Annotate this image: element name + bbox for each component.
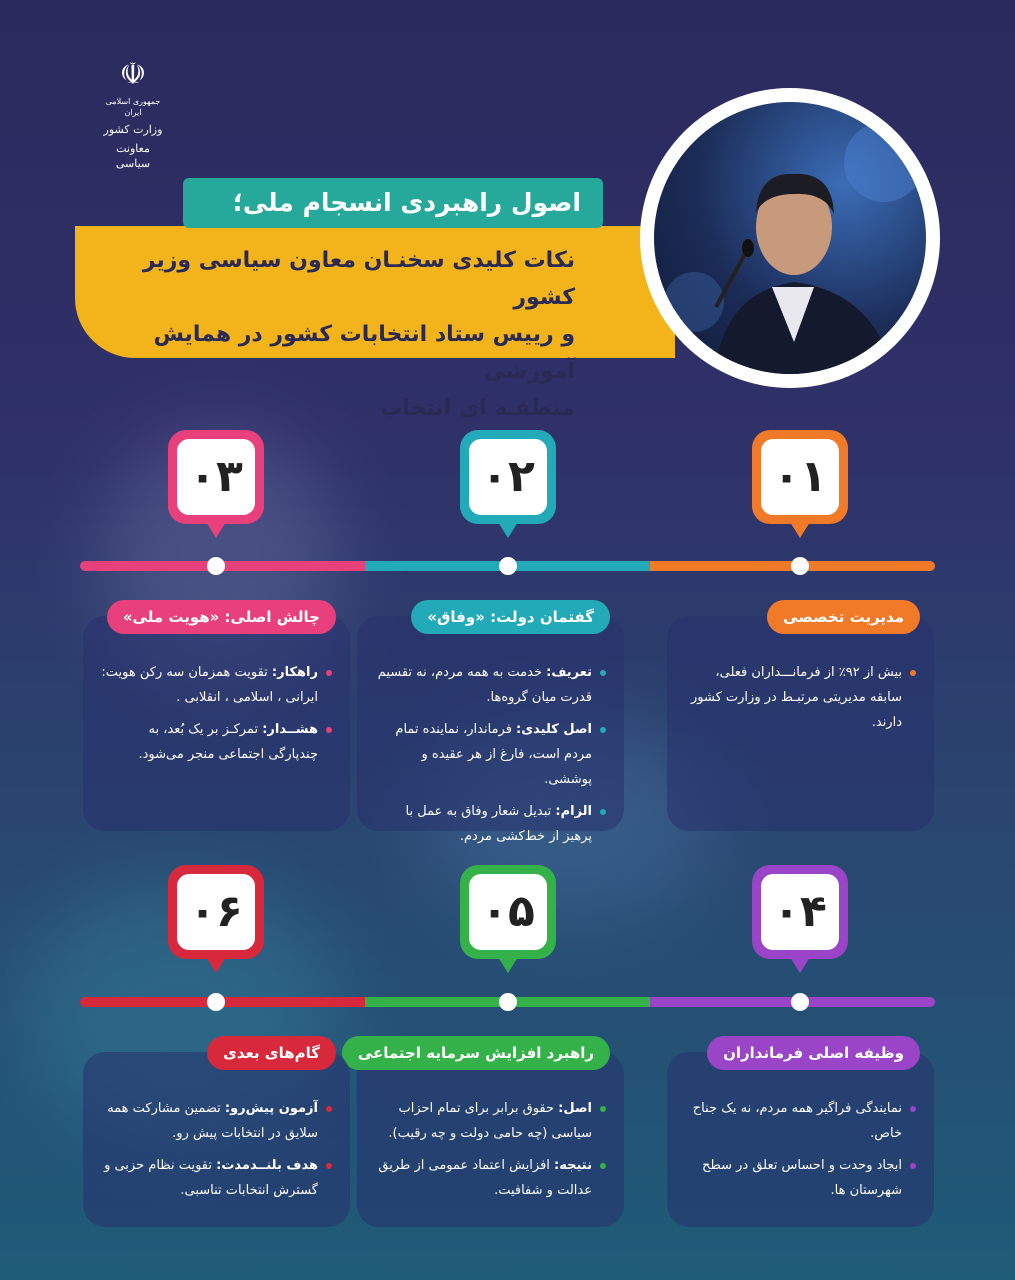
number-badge-02 xyxy=(460,430,556,524)
bullet-label: راهکار: xyxy=(271,665,318,680)
card-03-bullet-1 xyxy=(101,660,332,710)
badge-pointer xyxy=(206,522,226,538)
speaker-portrait xyxy=(640,88,940,388)
card-04-bullet-2 xyxy=(685,1153,916,1203)
logo-line-1: جمهوری اسلامی ایران xyxy=(105,97,161,117)
speaker-illustration xyxy=(654,102,926,374)
card-01 xyxy=(667,608,934,831)
number-badge-06 xyxy=(168,865,264,959)
number-04: ۰۴ xyxy=(761,874,839,950)
card-02-bullet-1 xyxy=(375,660,606,710)
card-05 xyxy=(357,1044,624,1227)
number-badge-05 xyxy=(460,865,556,959)
card-04-title: وظیفه اصلی فرمانداران xyxy=(707,1036,920,1070)
card-02-title: گفتمان دولت: «وفاق» xyxy=(411,600,610,634)
timeline-dot-02 xyxy=(499,557,517,575)
bullet-text: تبدیل شعار وفاق به عمل با پرهیز از خط‌کشی مردم. xyxy=(405,804,592,844)
badge-pointer xyxy=(790,522,810,538)
timeline-dot-05 xyxy=(499,993,517,1011)
bullet-text: تمرکـز بر یک بُعد، به چندپارگی اجتماعی منجر می‌شود. xyxy=(138,722,318,762)
subtitle-line-2: و رییس ستاد انتخابات کشور در همایش آموزشی xyxy=(153,322,575,384)
bullet-text: بیش از ۹۲٪ از فرمانـــداران فعلی، سابقه مدیریتی مرتبـط در وزارت کشور دارند. xyxy=(691,665,902,730)
number-01: ۰۱ xyxy=(761,439,839,515)
bullet-text: تقویت همزمان سه رکن هویت: ایرانی ، اسلامی ، انقلابی . xyxy=(101,665,318,705)
bullet-text: تقویت نظام حزبی و گسترش انتخابات تناسبی. xyxy=(104,1158,318,1198)
number-badge-01 xyxy=(752,430,848,524)
number-02: ۰۲ xyxy=(469,439,547,515)
badge-pointer xyxy=(206,957,226,973)
badge-pointer xyxy=(498,522,518,538)
card-05-bullet-2 xyxy=(375,1153,606,1203)
logo-line-2: وزارت کشور xyxy=(103,123,163,136)
card-06 xyxy=(83,1044,350,1227)
bullet-label: تعریف: xyxy=(546,665,592,680)
bullet-text: فرماندار، نماینده تمام مردم است، فارغ از هر عقیده و پوششی. xyxy=(395,722,592,787)
card-06-bullet-2 xyxy=(101,1153,332,1203)
timeline-dot-03 xyxy=(207,557,225,575)
timeline-row-1 xyxy=(80,561,935,571)
bullet-text: تضمین مشارکت همه سلایق در انتخابات پیش رو. xyxy=(107,1101,318,1141)
bullet-text: ایجاد وحدت و احساس تعلق در سطح شهرستان ها. xyxy=(702,1158,902,1198)
card-03-bullet-2 xyxy=(101,717,332,767)
number-06: ۰۶ xyxy=(177,874,255,950)
card-01-title: مدیریت تخصصی xyxy=(767,600,920,634)
bullet-text: خدمت به همه مردم، نه تقسیم قدرت میان گروه‌ها. xyxy=(377,665,592,705)
card-05-bullet-1 xyxy=(375,1096,606,1146)
card-04-bullet-1 xyxy=(685,1096,916,1146)
bullet-label: هشــدار: xyxy=(262,722,318,737)
card-06-title: گام‌های بعدی xyxy=(207,1036,336,1070)
card-02 xyxy=(357,608,624,844)
subtitle-line-3: منطقـه ای انتخاب xyxy=(380,396,575,421)
badge-pointer xyxy=(790,957,810,973)
timeline-dot-06 xyxy=(207,993,225,1011)
badge-pointer xyxy=(498,957,518,973)
bullet-label: نتیجه: xyxy=(554,1158,592,1173)
bullet-label: اصل کلیدی: xyxy=(516,722,592,737)
card-02-bullet-3 xyxy=(375,799,606,849)
card-01-bullet-1 xyxy=(685,660,916,735)
header-subtitle xyxy=(75,226,675,421)
card-05-title: راهبرد افزایش سرمایه اجتماعی xyxy=(342,1036,610,1070)
timeline-dot-01 xyxy=(791,557,809,575)
ministry-logo xyxy=(98,58,168,171)
bullet-label: اصل: xyxy=(558,1101,592,1116)
subtitle-line-1: نکات کلیدی سخنـان معاون سیاسی وزیر کشور xyxy=(142,248,575,310)
speaker-photo xyxy=(654,102,926,374)
bullet-label: هدف بلنــدمدت: xyxy=(216,1158,318,1173)
card-02-bullet-2 xyxy=(375,717,606,792)
timeline-row-2 xyxy=(80,997,935,1007)
bullet-label: آزمون پیش‌رو: xyxy=(224,1101,318,1116)
timeline-dot-04 xyxy=(791,993,809,1011)
bullet-text: حقوق برابر برای تمام احزاب سیاسی (چه حامی دولت و چه رقیب). xyxy=(388,1101,592,1141)
bullet-text: افزایش اعتماد عمومی از طریق عدالت و شفافیت. xyxy=(378,1158,592,1198)
header-title: اصول راهبردی انسجام ملی؛ xyxy=(183,178,603,228)
bullet-label: الزام: xyxy=(555,804,592,819)
card-04 xyxy=(667,1044,934,1227)
card-03-title: چالش اصلی: «هویت ملی» xyxy=(107,600,336,634)
iran-emblem-icon: ☫ xyxy=(119,57,147,92)
number-05: ۰۵ xyxy=(469,874,547,950)
number-03: ۰۳ xyxy=(177,439,255,515)
logo-line-3: معاونت سیاسی xyxy=(115,142,151,170)
number-badge-04 xyxy=(752,865,848,959)
card-03 xyxy=(83,608,350,831)
bullet-text: نمایندگی فراگیر همه مردم، نه یک جناح خاص. xyxy=(692,1101,902,1141)
card-06-bullet-1 xyxy=(101,1096,332,1146)
number-badge-03 xyxy=(168,430,264,524)
